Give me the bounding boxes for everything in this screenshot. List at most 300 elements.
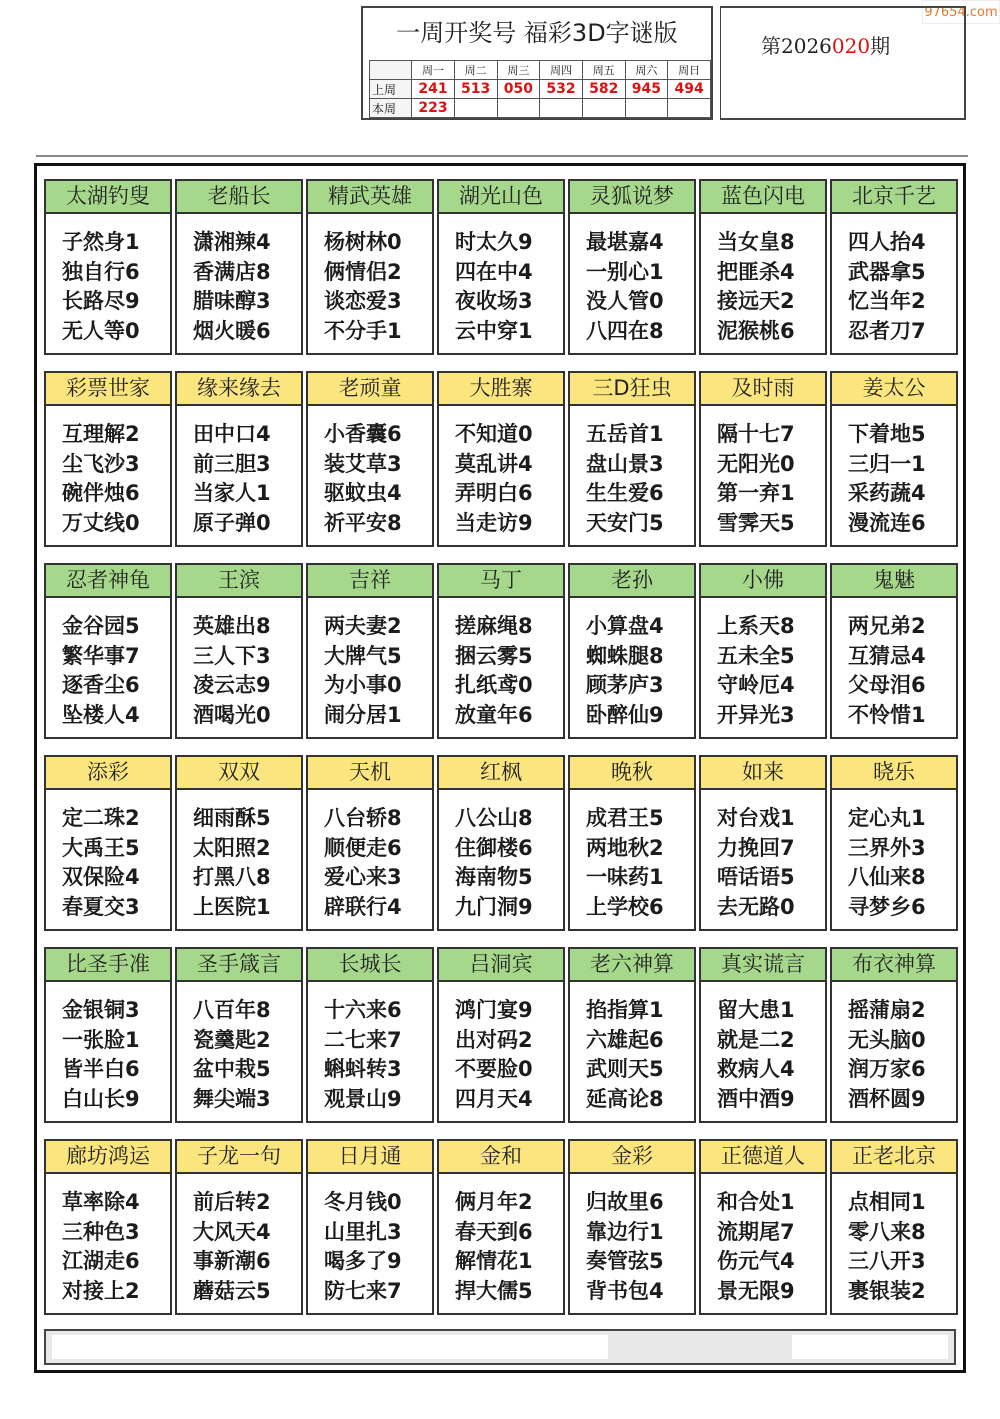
- riddle-card: [699, 1139, 827, 1315]
- riddle-card: [44, 755, 172, 931]
- riddle-line: 四在中4: [455, 259, 533, 284]
- riddle-card: [830, 179, 958, 355]
- riddle-line: 坠楼人4: [62, 702, 140, 727]
- riddle-line: 双保险4: [62, 865, 140, 889]
- riddle-card: [568, 563, 696, 739]
- riddle-card-title: 晓乐: [832, 757, 956, 790]
- riddle-line: 潇湘辣4: [193, 230, 271, 254]
- riddle-card-title: 长城长: [308, 949, 432, 982]
- riddle-line: 四人抬4: [848, 230, 926, 254]
- riddle-line: 救病人4: [717, 1057, 795, 1081]
- riddle-line: 驱蚊虫4: [324, 481, 402, 505]
- riddle-card-body: [439, 214, 563, 346]
- riddle-card-body: [308, 982, 432, 1114]
- riddle-line: 漫流连6: [848, 510, 926, 535]
- result-number: 945: [625, 80, 668, 99]
- riddle-card: [175, 947, 303, 1123]
- riddle-card-title: 添彩: [46, 757, 170, 790]
- riddle-line: 二七来7: [324, 1027, 402, 1052]
- riddle-line: 八台轿8: [324, 806, 402, 830]
- riddle-card-title: 正老北京: [832, 1141, 956, 1174]
- result-number: [668, 99, 711, 118]
- riddle-card-body: [439, 598, 563, 730]
- riddle-line: 谈恋爱3: [324, 289, 402, 313]
- riddle-card: [699, 947, 827, 1123]
- riddle-card: [568, 179, 696, 355]
- riddle-card: [44, 563, 172, 739]
- riddle-line: 三界外3: [848, 835, 926, 860]
- riddle-card-body: [439, 406, 563, 538]
- riddle-card: [568, 947, 696, 1123]
- riddle-line: 无阳光0: [717, 451, 795, 476]
- riddle-card: [306, 1139, 434, 1315]
- riddle-card-title: 真实谎言: [701, 949, 825, 982]
- riddle-line: 蜘蛛腿8: [586, 643, 664, 668]
- day-label: 周六: [625, 61, 668, 80]
- riddle-line: 大风天4: [193, 1219, 271, 1244]
- riddle-line: 杨树林0: [324, 230, 402, 254]
- riddle-card: [830, 755, 958, 931]
- riddle-card-body: [308, 406, 432, 538]
- riddle-line: 一味药1: [586, 865, 664, 889]
- riddle-line: 观景山9: [324, 1086, 402, 1111]
- riddle-line: 山里扎3: [324, 1219, 402, 1244]
- riddle-card-body: [701, 598, 825, 730]
- riddle-line: 大禹王5: [62, 835, 140, 860]
- riddle-line: 两兄弟2: [848, 614, 926, 638]
- riddle-line: 不知道0: [455, 422, 533, 446]
- riddle-line: 前三胆3: [193, 451, 271, 476]
- riddle-card-title: 小佛: [701, 565, 825, 598]
- riddle-line: 靠边行1: [586, 1219, 664, 1244]
- riddle-card-title: 北京千艺: [832, 181, 956, 214]
- riddle-line: 互理解2: [62, 422, 140, 446]
- riddle-line: 为小事0: [324, 673, 402, 697]
- riddle-line: 和合处1: [717, 1190, 795, 1214]
- issue-number-value: 020: [831, 34, 871, 58]
- riddle-card: [568, 1139, 696, 1315]
- riddle-line: 无人等0: [62, 318, 140, 343]
- riddle-card: [437, 179, 565, 355]
- riddle-card-title: 马丁: [439, 565, 563, 598]
- riddle-line: 上系天8: [717, 614, 795, 638]
- riddle-line: 接远天2: [717, 289, 795, 313]
- riddle-line: 长路尽9: [62, 289, 140, 313]
- riddle-line: 当女皇8: [717, 230, 795, 254]
- riddle-line: 闹分居1: [324, 702, 402, 727]
- riddle-card-body: [570, 406, 694, 538]
- riddle-card-body: [701, 214, 825, 346]
- riddle-line: 田中口4: [193, 422, 271, 446]
- riddle-line: 前后转2: [193, 1190, 271, 1214]
- riddle-line: 时太久9: [455, 230, 533, 254]
- riddle-line: 定二珠2: [62, 806, 140, 830]
- riddle-line: 小香囊6: [324, 422, 402, 446]
- riddle-line: 不要脸0: [455, 1057, 533, 1081]
- riddle-card: [699, 563, 827, 739]
- riddle-card: [175, 371, 303, 547]
- riddle-line: 第一弃1: [717, 481, 795, 505]
- riddle-line: 唔话语5: [717, 865, 795, 889]
- riddle-line: 生生爱6: [586, 481, 664, 505]
- riddle-line: 一张脸1: [62, 1027, 140, 1052]
- riddle-line: 互猜忌4: [848, 643, 926, 668]
- riddle-card-body: [46, 790, 170, 922]
- riddle-line: 泥猴桃6: [717, 318, 795, 343]
- day-label: 周一: [412, 61, 455, 80]
- riddle-card-body: [570, 790, 694, 922]
- riddle-line: 采药蔬4: [848, 481, 926, 505]
- riddle-line: 裹银装2: [848, 1278, 926, 1303]
- riddle-card: [699, 371, 827, 547]
- footer-bar: [44, 1329, 956, 1365]
- riddle-card-body: [832, 406, 956, 538]
- riddle-line: 五未全5: [717, 643, 795, 668]
- riddle-line: 天安门5: [586, 510, 664, 535]
- riddle-card: [699, 755, 827, 931]
- riddle-card-body: [308, 598, 432, 730]
- riddle-line: 八公山8: [455, 806, 533, 830]
- riddle-card: [306, 755, 434, 931]
- footer-blank-right: [792, 1335, 948, 1359]
- riddle-line: 祈平安8: [324, 510, 402, 535]
- riddle-card-body: [570, 214, 694, 346]
- day-label: 周二: [454, 61, 497, 80]
- riddle-line: 碗伴烛6: [62, 481, 140, 505]
- riddle-line: 五岳首1: [586, 422, 664, 446]
- riddle-line: 酒喝光0: [193, 702, 271, 727]
- riddle-line: 防七来7: [324, 1278, 402, 1303]
- riddle-line: 瓷羹匙2: [193, 1027, 271, 1052]
- issue-suffix: 期: [870, 34, 891, 58]
- riddle-line: 莫乱讲4: [455, 451, 533, 476]
- riddle-card: [437, 371, 565, 547]
- riddle-card: [175, 563, 303, 739]
- riddle-card: [830, 1139, 958, 1315]
- riddle-line: 不怜惜1: [848, 702, 926, 727]
- riddle-line: 隔十七7: [717, 422, 795, 446]
- riddle-line: 云中穿1: [455, 318, 533, 343]
- riddle-line: 三种色3: [62, 1219, 140, 1244]
- riddle-line: 点相同1: [848, 1190, 926, 1214]
- riddle-line: 最堪嘉4: [586, 230, 664, 254]
- riddle-card-body: [308, 790, 432, 922]
- riddle-line: 繁华事7: [62, 643, 140, 668]
- riddle-card: [437, 1139, 565, 1315]
- riddle-line: 雪霁天5: [717, 510, 795, 535]
- riddle-line: 武则天5: [586, 1057, 664, 1081]
- riddle-line: 扎纸鸢0: [455, 673, 533, 697]
- riddle-line: 搓麻绳8: [455, 614, 533, 638]
- riddle-line: 两夫妻2: [324, 614, 402, 638]
- riddle-line: 九门洞9: [455, 894, 533, 919]
- riddle-card-body: [177, 790, 301, 922]
- riddle-card-body: [177, 1174, 301, 1306]
- riddle-card-body: [832, 214, 956, 346]
- riddle-card-title: 缘来缘去: [177, 373, 301, 406]
- riddle-card: [44, 947, 172, 1123]
- riddle-line: 武器拿5: [848, 259, 926, 284]
- riddle-card-body: [177, 406, 301, 538]
- riddle-line: 就是二2: [717, 1027, 795, 1052]
- riddle-card-body: [46, 1174, 170, 1306]
- riddle-card-body: [701, 1174, 825, 1306]
- riddle-line: 爱心来3: [324, 865, 402, 889]
- riddle-line: 把匪杀4: [717, 259, 795, 284]
- riddle-line: 顺便走6: [324, 835, 402, 860]
- riddle-line: 对台戏1: [717, 806, 795, 830]
- riddle-line: 俩情侣2: [324, 259, 402, 284]
- riddle-card-body: [570, 982, 694, 1114]
- riddle-card-title: 大胜寨: [439, 373, 563, 406]
- riddle-card-title: 廊坊鸿运: [46, 1141, 170, 1174]
- riddle-line: 喝多了9: [324, 1249, 402, 1273]
- riddle-card: [437, 755, 565, 931]
- riddle-line: 香满店8: [193, 259, 271, 284]
- riddle-line: 润万家6: [848, 1057, 926, 1081]
- riddle-line: 逐香尘6: [62, 673, 140, 697]
- result-number: 513: [454, 80, 497, 99]
- riddle-line: 尘飞沙3: [62, 451, 140, 476]
- riddle-line: 江湖走6: [62, 1249, 140, 1273]
- riddle-line: 不分手1: [324, 318, 402, 343]
- issue-prefix: 第2026: [761, 34, 832, 58]
- riddle-card-body: [701, 406, 825, 538]
- riddle-line: 小算盘4: [586, 614, 664, 638]
- riddle-card-title: 比圣手准: [46, 949, 170, 982]
- riddle-line: 当走访9: [455, 510, 533, 535]
- riddle-line: 英雄出8: [193, 614, 271, 638]
- riddle-line: 六雄起6: [586, 1027, 664, 1052]
- riddle-line: 对接上2: [62, 1278, 140, 1303]
- riddle-card-title: 正德道人: [701, 1141, 825, 1174]
- riddle-card: [699, 179, 827, 355]
- riddle-card: [175, 179, 303, 355]
- result-number: [454, 99, 497, 118]
- page-title: 一周开奖号 福彩3D字谜版: [396, 19, 678, 47]
- riddle-line: 四月天4: [455, 1086, 533, 1111]
- riddle-line: 住御楼6: [455, 835, 533, 860]
- riddle-line: 上医院1: [193, 894, 271, 919]
- riddle-line: 弄明白6: [455, 481, 533, 505]
- riddle-card-title: 及时雨: [701, 373, 825, 406]
- riddle-line: 盆中栽5: [193, 1057, 271, 1081]
- day-label: 周三: [497, 61, 540, 80]
- riddle-line: 留大患1: [717, 998, 795, 1022]
- riddle-line: 零八来8: [848, 1219, 926, 1244]
- riddle-line: 伤元气4: [717, 1249, 795, 1273]
- riddle-line: 景无限9: [717, 1278, 795, 1303]
- riddle-line: 两地秋2: [586, 835, 664, 860]
- riddle-card-title: 圣手箴言: [177, 949, 301, 982]
- riddle-line: 子然身1: [62, 230, 140, 254]
- result-number: [582, 99, 625, 118]
- day-label: 周四: [540, 61, 583, 80]
- this-week-label: 本周: [370, 99, 412, 118]
- riddle-line: 细雨酥5: [193, 806, 271, 830]
- riddle-card-title: 湖光山色: [439, 181, 563, 214]
- riddle-card: [306, 371, 434, 547]
- riddle-line: 没人管0: [586, 289, 664, 313]
- riddle-line: 十六来6: [324, 998, 402, 1022]
- riddle-line: 捆云雾5: [455, 643, 533, 668]
- last-week-row: [370, 80, 711, 99]
- riddle-card: [830, 563, 958, 739]
- riddle-card-title: 晚秋: [570, 757, 694, 790]
- riddle-line: 烟火暖6: [193, 318, 271, 343]
- riddle-line: 鸿门宴9: [455, 998, 533, 1022]
- riddle-card-title: 王滨: [177, 565, 301, 598]
- riddle-line: 父母泪6: [848, 673, 926, 697]
- riddle-line: 无头脑0: [848, 1027, 926, 1052]
- riddle-card-title: 姜太公: [832, 373, 956, 406]
- riddle-card-body: [701, 790, 825, 922]
- riddle-card: [306, 563, 434, 739]
- day-label: 周日: [668, 61, 711, 80]
- riddle-card-title: 灵狐说梦: [570, 181, 694, 214]
- last-week-label: 上周: [370, 80, 412, 99]
- riddle-card-body: [308, 1174, 432, 1306]
- result-number: [625, 99, 668, 118]
- riddle-card: [437, 947, 565, 1123]
- result-number: 582: [582, 80, 625, 99]
- riddle-line: 独自行6: [62, 259, 140, 284]
- riddle-card-title: 如来: [701, 757, 825, 790]
- this-week-row: [370, 99, 711, 118]
- riddle-card: [44, 1139, 172, 1315]
- riddle-card-title: 忍者神龟: [46, 565, 170, 598]
- issue-number: [720, 6, 966, 120]
- result-number: 050: [497, 80, 540, 99]
- riddle-card: [44, 179, 172, 355]
- riddle-card-title: 三D狂虫: [570, 373, 694, 406]
- riddle-card: [830, 947, 958, 1123]
- riddle-card-body: [46, 982, 170, 1114]
- site-watermark: 97654.com: [922, 0, 1000, 24]
- weekly-results-table: [369, 60, 711, 118]
- riddle-card-body: [177, 598, 301, 730]
- divider: [36, 155, 968, 157]
- riddle-card-body: [832, 598, 956, 730]
- riddle-card-title: 鬼魅: [832, 565, 956, 598]
- riddle-line: 成君王5: [586, 806, 664, 830]
- riddle-card-body: [832, 1174, 956, 1306]
- riddle-card: [568, 755, 696, 931]
- riddle-card-body: [46, 598, 170, 730]
- riddle-card-title: 金和: [439, 1141, 563, 1174]
- riddle-line: 打黑八8: [193, 865, 271, 889]
- riddle-line: 解情花1: [455, 1249, 533, 1273]
- riddle-line: 太阳照2: [193, 835, 271, 860]
- riddle-line: 夜收场3: [455, 289, 533, 313]
- riddle-line: 三归一1: [848, 451, 926, 476]
- riddle-card-title: 红枫: [439, 757, 563, 790]
- riddle-line: 三八开3: [848, 1249, 926, 1273]
- riddle-line: 原子弹0: [193, 510, 271, 535]
- riddle-card-title: 太湖钓叟: [46, 181, 170, 214]
- riddle-card-body: [308, 214, 432, 346]
- weekly-results-header: [361, 6, 713, 120]
- riddle-card-title: 日月通: [308, 1141, 432, 1174]
- riddle-line: 金谷园5: [62, 614, 140, 638]
- riddle-line: 事新潮6: [193, 1249, 271, 1273]
- riddle-line: 卧醉仙9: [586, 702, 664, 727]
- riddle-card-title: 子龙一句: [177, 1141, 301, 1174]
- riddle-line: 蝌蚪转3: [324, 1057, 402, 1081]
- riddle-line: 大牌气5: [324, 643, 402, 668]
- riddle-line: 舞尖端3: [193, 1086, 271, 1111]
- riddle-line: 盘山景3: [586, 451, 664, 476]
- riddle-card: [830, 371, 958, 547]
- result-number: [540, 99, 583, 118]
- riddle-card-title: 精武英雄: [308, 181, 432, 214]
- riddle-line: 开异光3: [717, 702, 795, 727]
- riddle-line: 延高论8: [586, 1086, 664, 1111]
- result-number: 532: [540, 80, 583, 99]
- riddle-line: 一别心1: [586, 259, 664, 284]
- riddle-card-body: [177, 982, 301, 1114]
- riddle-card-body: [439, 1174, 563, 1306]
- riddle-line: 八百年8: [193, 998, 271, 1022]
- riddle-card: [44, 371, 172, 547]
- riddle-line: 春夏交3: [62, 894, 140, 919]
- riddle-line: 力挽回7: [717, 835, 795, 860]
- riddle-line: 蘑菇云5: [193, 1278, 271, 1303]
- riddle-line: 凌云志9: [193, 673, 271, 697]
- riddle-card: [175, 1139, 303, 1315]
- riddle-line: 归故里6: [586, 1190, 664, 1214]
- riddle-line: 出对码2: [455, 1027, 533, 1052]
- riddle-line: 流期尾7: [717, 1219, 795, 1244]
- riddle-card-title: 老孙: [570, 565, 694, 598]
- riddle-card: [175, 755, 303, 931]
- riddle-card-title: 天机: [308, 757, 432, 790]
- riddle-line: 定心丸1: [848, 806, 926, 830]
- riddle-line: 俩月年2: [455, 1190, 533, 1214]
- riddle-card-body: [439, 790, 563, 922]
- day-label: 周五: [582, 61, 625, 80]
- riddle-card-title: 蓝色闪电: [701, 181, 825, 214]
- riddle-line: 酒中酒9: [717, 1086, 795, 1111]
- riddle-line: 背书包4: [586, 1278, 664, 1303]
- result-number: [497, 99, 540, 118]
- riddle-card-body: [701, 982, 825, 1114]
- riddle-line: 掐指算1: [586, 998, 664, 1022]
- riddle-line: 上学校6: [586, 894, 664, 919]
- riddle-line: 三人下3: [193, 643, 271, 668]
- riddle-line: 奏管弦5: [586, 1249, 664, 1273]
- riddle-line: 酒杯圆9: [848, 1086, 926, 1111]
- result-number: 494: [668, 80, 711, 99]
- riddle-card-body: [439, 982, 563, 1114]
- riddle-line: 春天到6: [455, 1219, 533, 1244]
- riddle-line: 皆半白6: [62, 1057, 140, 1081]
- riddle-card-title: 吉祥: [308, 565, 432, 598]
- riddle-card-body: [46, 214, 170, 346]
- riddle-line: 八四在8: [586, 318, 664, 343]
- result-number: 241: [412, 80, 455, 99]
- riddle-card-body: [832, 790, 956, 922]
- riddle-line: 当家人1: [193, 481, 271, 505]
- riddle-card: [306, 179, 434, 355]
- riddle-line: 忍者刀7: [848, 318, 926, 343]
- riddle-card-body: [177, 214, 301, 346]
- riddle-line: 装艾草3: [324, 451, 402, 476]
- riddle-line: 下着地5: [848, 422, 926, 446]
- riddle-line: 寻梦乡6: [848, 894, 926, 919]
- riddle-line: 放童年6: [455, 702, 533, 727]
- riddle-card: [306, 947, 434, 1123]
